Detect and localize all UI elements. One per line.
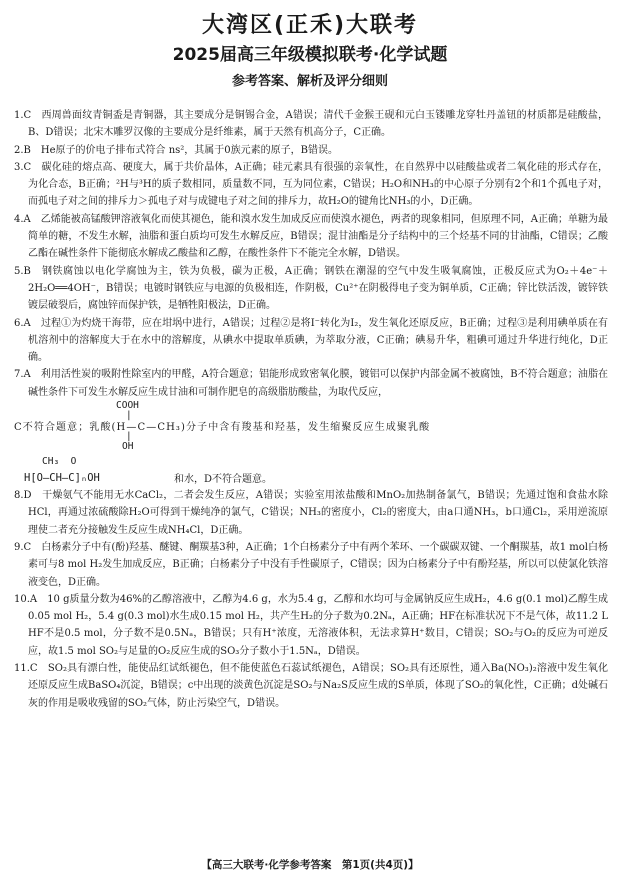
answer-item-5: 5.B 钢铁腐蚀以电化学腐蚀为主，铁为负极，碳为正极，A正确；钢铁在潮湿的空气中发生吸氧腐蚀，正极反应式为O₂＋4e⁻＋2H₂O══4OH⁻，B错误；电镀时钢铁应与电源的负极相连，作阴极，Cu²⁺在阴极得电子变为铜单质，C正确；锌比铁活泼，镀锌铁镀层破裂后，腐蚀锌而保护铁，是牺牲阳极法，D正确。 xyxy=(14,265,608,312)
exam-subtitle: 2025届高三年级模拟联考·化学试题 xyxy=(172,45,448,65)
polylactic-acid-structure: H[O—CH—C]ₙOH xyxy=(24,472,100,485)
bond-vertical-top: | xyxy=(126,410,132,422)
answer-item-11: 11.C SO₂具有漂白性，能使品红试纸褪色，但不能使蓝色石蕊试纸褪色，A错误；SO₂具有还原性，通入Ba(NO₃)₂溶液中发生氧化还原反应生成BaSO₄沉淀，B错误；c中出现的淡黄色沉淀是SO₂与Na₂S反应生成的S单质，体现了SO₂的氧化性，C正确；d处碱石灰的作用是吸收残留的SO₂气体，防止污染空气，D错误。 xyxy=(14,663,608,709)
lactic-acid-formula-block xyxy=(14,401,608,487)
formula-suffix: 和水，D不符合题意。 xyxy=(174,474,273,486)
answer-item-6: 6.A 过程①为灼烧干海带，应在坩埚中进行，A错误；过程②是将I⁻转化为I₂，发生氧化还原反应，B正确；过程③是利用碘单质在有机溶剂中的溶解度大于在水中的溶解度，从碘水中提取单质碘，为萃取分液，C正确；碘易升华，粗碘可通过升华进行纯化，D正确。 xyxy=(14,317,608,364)
lactic-acid-line: C不符合题意；乳酸(H—C—CH₃)分子中含有羧基和羟基，发生缩聚反应生成聚乳酸 xyxy=(14,422,431,434)
page-footer: 【高三大联考·化学参考答案 第1页(共4页)】 xyxy=(201,859,419,871)
answer-item-7: 7.A 利用活性炭的吸附性除室内的甲醛，A符合题意；铝能形成致密氧化膜，镀铝可以保护内部金属不被腐蚀，B不符合题意；油脂在碱性条件下可发生水解反应生成甘油和可制作肥皂的高级脂肪酸盐，为取代反应， xyxy=(14,369,608,398)
cooh-group: COOH xyxy=(116,400,139,412)
exam-title: 大湾区(正禾)大联考 xyxy=(201,13,419,38)
answer-item-3: 3.C 碳化硅的熔点高、硬度大，属于共价晶体，A正确；硅元素具有很强的亲氧性，在自然界中以硅酸盐或者二氧化硅的形式存在，为化合态，B正确；²H与³H的质子数相同，质量数不同，互为同位素，C错误；H₂O和NH₃的中心原子分别有2个和1个孤电子对，而孤电子对之间的排斥力＞孤电子对与成键电子对之间的排斥力，故H₂O的键角比NH₃的小，D正确。 xyxy=(14,161,608,208)
oh-group: OH xyxy=(122,441,134,453)
answer-item-2: 2.B He原子的价电子排布式符合 ns²，其属于0族元素的原子，B错误。 xyxy=(14,144,338,156)
answer-item-9: 9.C 白杨素分子中有(酚)羟基、醚键、酮羰基3种，A正确；1个白杨素分子中有两个苯环、一个碳碳双键、一个酮羰基，故1 mol白杨素可与8 mol H₂发生加成反应，B正确；白杨素分子中没有手性碳原子，C错误；因为白杨素分子中有酚羟基，所以可以使氯化铁溶液变色，D正确。 xyxy=(14,541,608,588)
polymer-substituents: CH₃ O xyxy=(42,456,77,468)
answer-item-8: 8.D 干燥氨气不能用无水CaCl₂，二者会发生反应，A错误；实验室用浓盐酸和MnO₂加热制备氯气，B错误；先通过饱和食盐水除HCl，再通过浓硫酸除H₂O可得到干燥纯净的氯气，C错误；NH₃的密度小，Cl₂的密度大，由a口通NH₃，b口通Cl₂，采用逆流原理使二者充分接触发生反应生成NH₄Cl，D正确。 xyxy=(14,490,608,536)
answer-item-1: 1.C 西周兽面纹青铜盉是青铜器，其主要成分是铜锡合金，A错误；清代千金猴王砚和元白玉镂雕龙穿牡丹盖钮的材质都是硅酸盐，B、D错误；北宋木雕罗汉像的主要成分是纤维素，属于天然有机高分子，C正确。 xyxy=(14,110,608,139)
answer-key-heading: 参考答案、解析及评分细则 xyxy=(231,74,388,89)
answer-item-10: 10.A 10 g质量分数为46%的乙醇溶液中，乙醇为4.6 g，水为5.4 g，乙醇和水均可与金属钠反应生成H₂，4.6 g(0.1 mol)乙醇生成0.05 mol H₂，5.4 g(0.3 mol)水生成0.15 mol H₂，共产生H₂的分子数为0.2Nₐ，A正确；HF在标准状况下不是气体，故11.2 L HF不是0.5 mol，分子数不是0.5Nₐ，B错误；只有H⁺浓度，无溶液体积，无法求算H⁺数目，C错误；SO₂与O₂的反应为可逆反应，故1.5 mol SO₂与足量的O₂反应生成的SO₃分子数小于1.5Nₐ，D错误。 xyxy=(14,593,608,657)
answer-item-4: 4.A 乙烯能被高锰酸钾溶液氧化而使其褪色，能和溴水发生加成反应而使溴水褪色，两者的现象相同，但原理不同，A正确；单糖为最简单的糖，不发生水解，油脂和蛋白质均可发生水解反应，B错误；混甘油酯是分子结构中的三个烃基不同的甘油酯，C错误；乙酸乙酯在碱性条件下能彻底水解成乙酸盐和乙醇，在酸性条件下不能完全水解，D错误。 xyxy=(14,213,608,260)
bond-vertical-bottom: | xyxy=(126,431,132,443)
answer-list xyxy=(14,107,608,712)
